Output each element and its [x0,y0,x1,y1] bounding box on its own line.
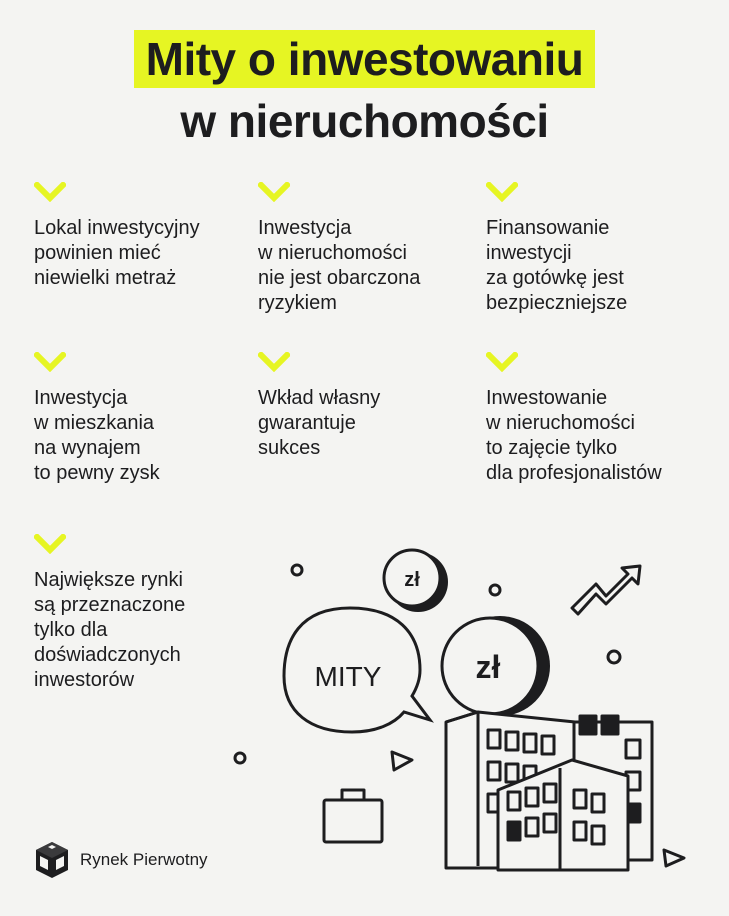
dot-icon [490,585,500,595]
buildings-icon [446,712,652,870]
dot-icon [608,651,620,663]
myth-text: Finansowanie inwestycji za gotówkę jest bezpieczniejsze [486,217,628,314]
dot-icon [292,565,302,575]
logo-cube-icon [34,840,70,880]
play-icon [664,850,684,866]
myth-text: Największe rynki są przeznaczone tylko dla doświadczonych inwestorów [34,569,186,691]
myth-text: Inwestowanie w nieruchomości to zajęcie tylko dla profesjonalistów [486,387,662,484]
myth-text: Inwestycja w nieruchomości nie jest obarczona ryzykiem [258,217,421,314]
coin-small-label: zł [404,569,420,591]
coin-large-label: zł [475,649,501,685]
brand-logo [34,840,208,880]
trend-arrow-icon [572,566,640,614]
myth-text: Lokal inwestycyjny powinien mieć niewielki metraż [34,217,200,289]
bubble-label: MITY [314,661,382,692]
brand-name: Rynek Pierwotny [80,850,208,869]
myth-text: Inwestycja w mieszkania na wynajem to pewny zysk [34,387,160,484]
coin-icon [442,616,550,716]
dot-icon [235,753,245,763]
title-line-1: Mity o inwestowaniu [134,30,596,88]
coin-icon [384,550,448,612]
myth-text: Wkład własny gwarantuje sukces [258,387,381,459]
speech-bubble-icon [284,608,430,732]
title-line-2: w nieruchomości [180,95,549,147]
play-icon [392,752,412,770]
briefcase-icon [324,790,382,842]
